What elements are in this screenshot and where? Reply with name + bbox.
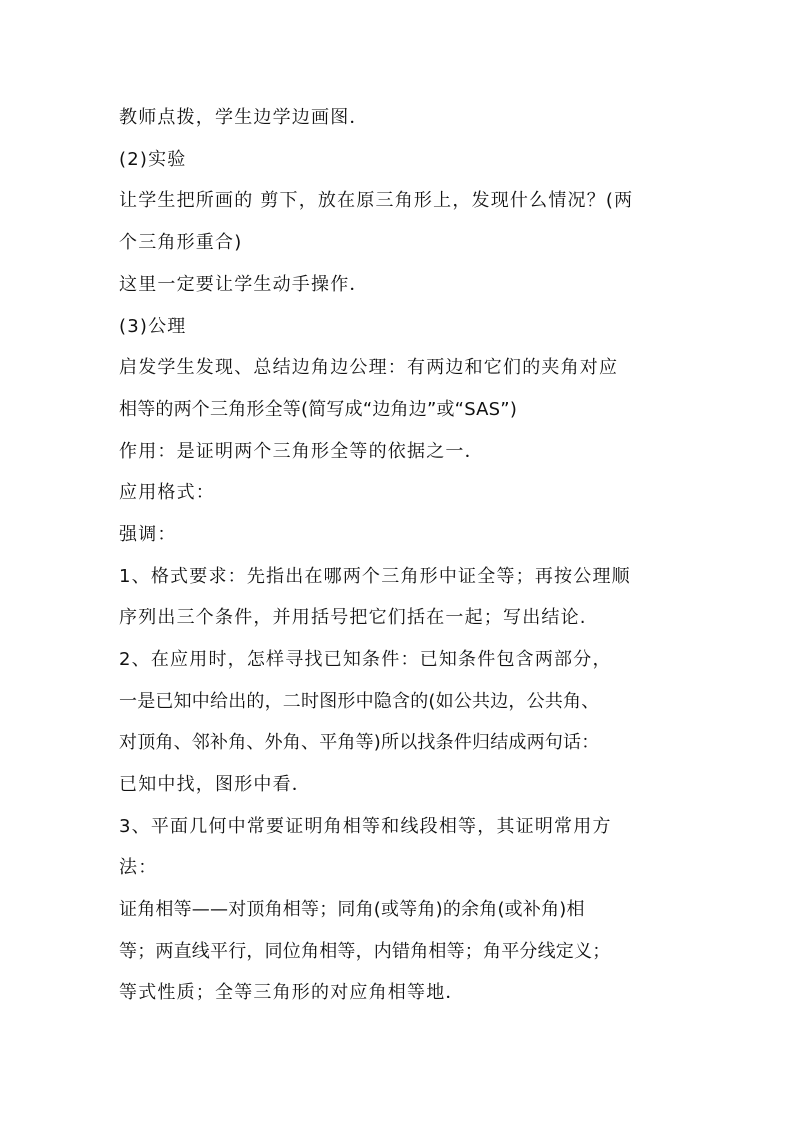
- text-line: 这里一定要让学生动手操作．: [119, 274, 369, 295]
- text-line: 相等的两个三角形全等(简写成“边角边”或“SAS”): [119, 399, 518, 420]
- text-line: 作用：是证明两个三角形全等的依据之一．: [119, 441, 484, 462]
- list-item: 3、平面几何中常要证明角相等和线段相等，其证明常用方: [119, 816, 612, 837]
- text-line: 法：: [119, 857, 158, 878]
- text-line: 应用格式：: [119, 482, 215, 503]
- text-line: 对顶角、邻补角、外角、平角等)所以找条件归结成两句话：: [119, 732, 600, 753]
- text-line: 等；两直线平行，同位角相等，内错角相等；角平分线定义；: [119, 941, 611, 962]
- text-line: 已知中找，图形中看．: [119, 774, 311, 795]
- section-heading-experiment: (2)实验: [119, 149, 187, 170]
- text-line: 证角相等——对顶角相等；同角(或等角)的余角(或补角)相: [119, 899, 585, 920]
- text-line: 个三角形重合): [119, 232, 243, 253]
- list-item: 2、在应用时，怎样寻找已知条件：已知条件包含两部分，: [119, 649, 612, 670]
- text-line: 等式性质；全等三角形的对应角相等地．: [119, 982, 465, 1003]
- text-line: 启发学生发现、总结边角边公理：有两边和它们的夹角对应: [119, 357, 619, 378]
- text-line: 教师点拨，学生边学边画图．: [119, 107, 369, 128]
- text-line: 强调：: [119, 524, 177, 545]
- list-item: 1、格式要求：先指出在哪两个三角形中证全等；再按公理顺: [119, 566, 631, 587]
- text-line: 让学生把所画的 剪下，放在原三角形上，发现什么情况？(两: [119, 190, 634, 211]
- text-line: 序列出三个条件，并用括号把它们括在一起；写出结论.: [119, 607, 587, 628]
- section-heading-axiom: (3)公理: [119, 316, 187, 337]
- text-line: 一是已知中给出的，二时图形中隐含的(如公共边，公共角、: [119, 691, 600, 712]
